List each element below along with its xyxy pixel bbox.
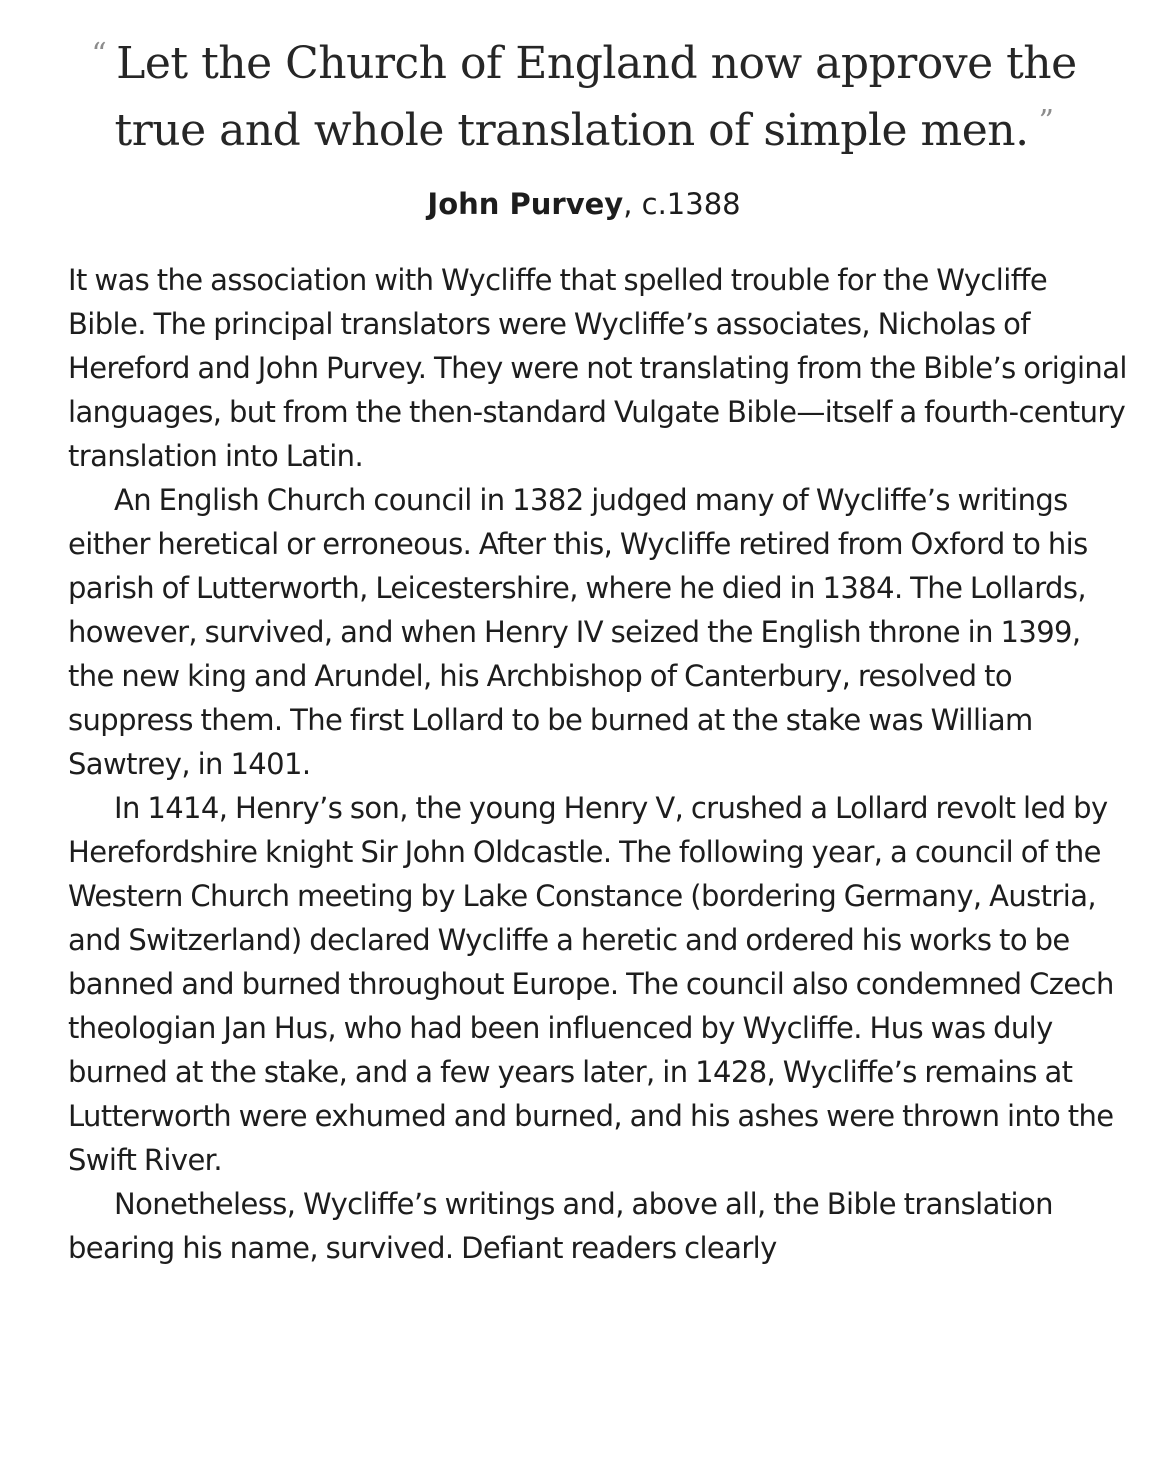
pull-quote xyxy=(40,26,1128,224)
quote-author: John Purvey xyxy=(427,187,624,221)
quote-text: Let the Church of England now approve the true and whole translation of simple men. xyxy=(114,38,1077,156)
open-quote-mark: “ xyxy=(91,37,107,72)
close-quote-mark: ” xyxy=(1038,104,1054,139)
quote-attribution xyxy=(40,184,1128,224)
quote-text-block xyxy=(40,26,1128,160)
quote-date: , c.1388 xyxy=(623,187,741,221)
body-text xyxy=(68,258,1128,1270)
paragraph-3: In 1414, Henry’s son, the young Henry V, crushed a Lollard revolt led by Herefordshire knight Sir John Oldcastle. The following year, a council of the Western Church meeting by Lake Constance (bordering Germany, Austria, and Switzerland) declared Wycliffe a heretic and ordered his works to be banned and burned throughout Europe. The council also condemned Czech theologian Jan Hus, who had been influenced by Wycliffe. Hus was duly burned at the stake, and a few years later, in 1428, Wycliffe’s remains at Lutterworth were exhumed and burned, and his ashes were thrown into the Swift River. xyxy=(68,791,1114,1177)
paragraph-2: An English Church council in 1382 judged many of Wycliffe’s writings either heretical or erroneous. After this, Wycliffe retired from Oxford to his parish of Lutterworth, Leicestershire, where he died in 1384. The Lollards, however, survived, and when Henry IV seized the English throne in 1399, the new king and Arundel, his Archbishop of Canterbury, resolved to suppress them. The first Lollard to be burned at the stake was William Sawtrey, in 1401. xyxy=(68,483,1088,781)
paragraph-1: It was the association with Wycliffe that spelled trouble for the Wycliffe Bible. The principal translators were Wycliffe’s associates, Nicholas of Hereford and John Purvey. They were not translating from the Bible’s original languages, but from the then-standard Vulgate Bible—itself a fourth-century translation into Latin. xyxy=(68,263,1127,473)
paragraph-4: Nonetheless, Wycliffe’s writings and, above all, the Bible translation bearing his name, survived. Defiant readers clearly xyxy=(68,1187,1053,1265)
